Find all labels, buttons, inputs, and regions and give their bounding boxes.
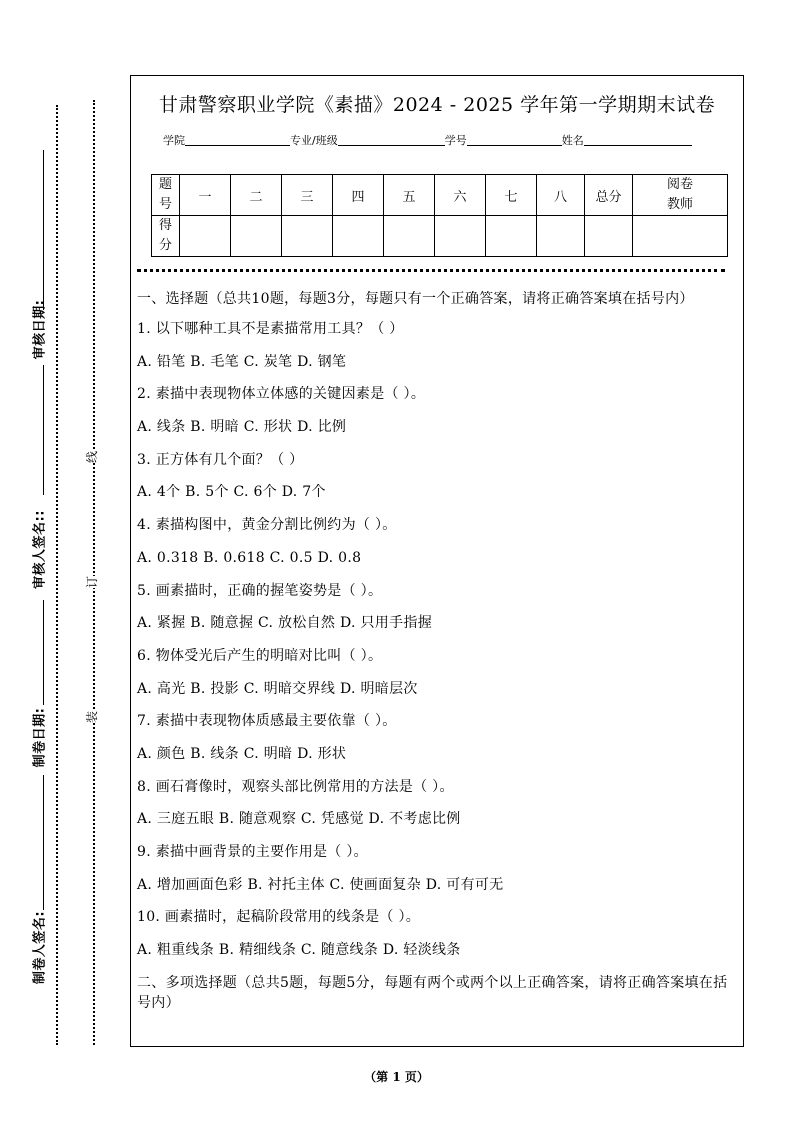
col-6: 六	[435, 175, 486, 216]
options-1: A. 铅笔 B. 毛笔 C. 炭笔 D. 钢笔	[137, 353, 347, 370]
row-head-defen: 得 分	[152, 216, 180, 257]
options-9: A. 增加画面色彩 B. 衬托主体 C. 使画面复杂 D. 可有可无	[137, 876, 504, 893]
binding-char-line: 线	[85, 450, 100, 464]
page-number: （第 1 页）	[364, 1070, 429, 1084]
section-2-heading: 二、多项选择题（总共5题，每题5分，每题有两个或两个以上正确答案，请将正确答案填在括号内）	[137, 974, 728, 1011]
options-4: A. 0.318 B. 0.618 C. 0.5 D. 0.8	[137, 549, 362, 566]
dotted-margin-line	[56, 105, 58, 1045]
section-1-heading: 一、选择题（总共10题，每题3分，每题只有一个正确答案，请将正确答案填在括号内）	[137, 291, 694, 307]
score-header-row	[152, 175, 728, 216]
question-1: 1. 以下哪种工具不是素描常用工具？（ ）	[137, 321, 404, 337]
question-6: 6. 物体受光后产生的明暗对比叫（ ）。	[137, 647, 383, 664]
score-table	[151, 174, 728, 257]
score-cell[interactable]	[486, 216, 537, 257]
reviewer-sign-label: 审核人签名::	[32, 510, 48, 589]
score-value-row	[152, 216, 728, 257]
review-date-label: 审核日期:	[32, 299, 48, 360]
binding-char-order: 订	[85, 575, 100, 589]
options-10: A. 粗重线条 B. 精细线条 C. 随意线条 D. 轻淡线条	[137, 942, 461, 959]
separator-dotted-line	[137, 269, 725, 272]
options-6: A. 高光 B. 投影 C. 明暗交界线 D. 明暗层次	[137, 680, 418, 697]
row-head-tihao: 题 号	[152, 175, 180, 216]
col-4: 四	[333, 175, 384, 216]
exam-title: 甘肃警察职业学院《素描》2024 - 2025 学年第一学期期末试卷	[158, 94, 716, 116]
score-cell[interactable]	[537, 216, 585, 257]
college-label: 学院	[163, 134, 185, 147]
student-id-label: 学号	[444, 134, 467, 147]
col-5: 五	[384, 175, 435, 216]
question-4: 4. 素描构图中，黄金分割比例约为（ ）。	[137, 517, 397, 534]
name-label: 姓名	[561, 134, 584, 147]
options-7: A. 颜色 B. 线条 C. 明暗 D. 形状	[137, 745, 347, 762]
question-9: 9. 素描中画背景的主要作用是（ ）。	[137, 844, 368, 860]
col-grader: 阅卷 教师	[633, 175, 728, 216]
col-7: 七	[486, 175, 537, 216]
question-3: 3. 正方体有几个面？（ ）	[137, 451, 304, 468]
exam-content	[137, 289, 737, 1013]
options-3: A. 4个 B. 5个 C. 6个 D. 7个	[137, 484, 326, 501]
options-5: A. 紧握 B. 随意握 C. 放松自然 D. 只用手指握	[137, 615, 432, 632]
name-field[interactable]	[584, 134, 692, 146]
options-2: A. 线条 B. 明暗 C. 形状 D. 比例	[137, 419, 347, 436]
score-cell[interactable]	[633, 216, 728, 257]
student-info-row	[163, 132, 692, 148]
question-5: 5. 画素描时，正确的握笔姿势是（ ）。	[137, 582, 383, 599]
exam-frame	[130, 75, 744, 1047]
maker-sign-label: 制卷人签名:	[32, 910, 48, 985]
col-2: 二	[231, 175, 282, 216]
score-cell[interactable]	[180, 216, 231, 257]
major-field[interactable]	[338, 134, 445, 146]
question-2: 2. 素描中表现物体立体感的关键因素是（ ）。	[137, 386, 426, 403]
college-field[interactable]	[185, 134, 290, 146]
score-cell[interactable]	[585, 216, 633, 257]
score-cell[interactable]	[435, 216, 486, 257]
col-8: 八	[537, 175, 585, 216]
binding-dotted-line	[93, 100, 95, 1045]
maker-date-label: 制卷日期:	[32, 707, 48, 768]
score-cell[interactable]	[333, 216, 384, 257]
col-1: 一	[180, 175, 231, 216]
options-8: A. 三庭五眼 B. 随意观察 C. 凭感觉 D. 不考虑比例	[137, 811, 461, 828]
col-total: 总分	[585, 175, 633, 216]
binding-char-install: 装	[85, 710, 100, 724]
major-label: 专业/班级	[290, 134, 338, 147]
score-cell[interactable]	[231, 216, 282, 257]
question-7: 7. 素描中表现物体质感最主要依靠（ ）。	[137, 713, 397, 730]
student-id-field[interactable]	[467, 134, 562, 146]
question-8: 8. 画石膏像时，观察头部比例常用的方法是（ ）。	[137, 778, 454, 795]
col-3: 三	[282, 175, 333, 216]
score-cell[interactable]	[282, 216, 333, 257]
question-10: 10. 画素描时，起稿阶段常用的线条是（ ）。	[137, 909, 421, 926]
score-cell[interactable]	[384, 216, 435, 257]
